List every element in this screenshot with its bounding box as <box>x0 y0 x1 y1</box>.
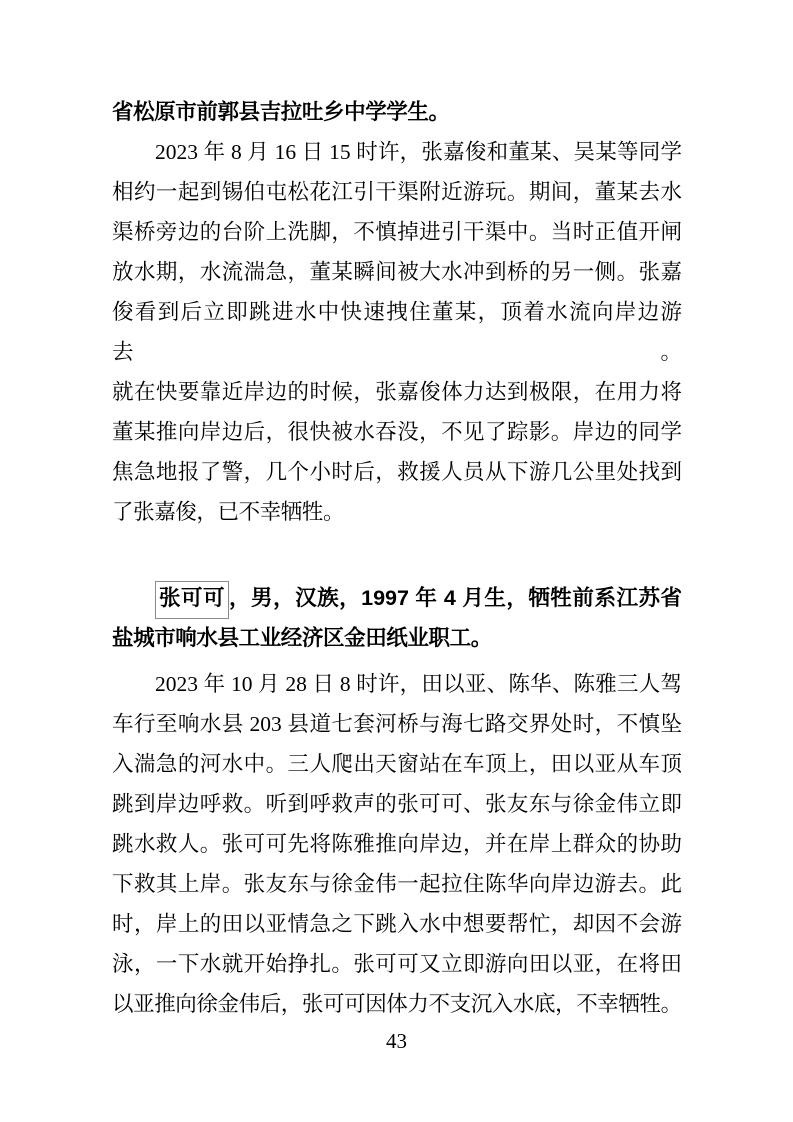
text-line: 跳水救人。张可可先将陈雅推向岸边，并在岸上群众的协助 <box>112 832 682 856</box>
text-line: 放水期，水流湍急，董某瞬间被大水冲到桥的另一侧。张嘉 <box>112 260 682 284</box>
text-line: 泳，一下水就开始挣扎。张可可又立即游向田以亚，在将田 <box>112 952 682 976</box>
text-line: 2023 年 8 月 16 日 15 时许，张嘉俊和董某、吴某等同学 <box>155 140 682 164</box>
boxed-name: 张可可 <box>155 581 229 619</box>
heading-line: 盐城市响水县工业经济区金田纸业职工。 <box>112 626 492 650</box>
text-line: 董某推向岸边后，很快被水吞没，不见了踪影。岸边的同学 <box>112 420 682 444</box>
text-line: 下救其上岸。张友东与徐金伟一起拉住陈华向岸边游去。此 <box>112 872 682 896</box>
page-content <box>112 0 682 1024</box>
section-heading-continuation <box>112 92 682 132</box>
text-line: 跳到岸边呼救。听到呼救声的张可可、张友东与徐金伟立即 <box>112 792 682 816</box>
page-number: 43 <box>386 1029 407 1053</box>
heading-line <box>112 578 682 618</box>
heading-line-rest: ，男，汉族，1997 年 4 月生，牺牲前系江苏省 <box>229 586 682 610</box>
text-line: 时，岸上的田以亚情急之下跳入水中想要帮忙，却因不会游 <box>112 912 682 936</box>
text-line: 就在快要靠近岸边的时候，张嘉俊体力达到极限，在用力将 <box>112 380 682 404</box>
text-line: 省松原市前郭县吉拉吐乡中学学生。 <box>112 100 450 124</box>
text-line: 车行至响水县 203 县道七套河桥与海七路交界处时，不慎坠 <box>112 712 682 736</box>
section-heading-zhang-keke <box>112 578 682 658</box>
text-line: 焦急地报了警，几个小时后，救援人员从下游几公里处找到 <box>112 460 682 484</box>
text-line: 以亚推向徐金伟后，张可可因体力不支沉入水底，不幸牺牲。 <box>112 992 682 1016</box>
paragraph-zhang-jiajun <box>112 132 682 532</box>
text-line: 了张嘉俊，已不幸牺牲。 <box>112 500 345 524</box>
paragraph-zhang-keke <box>112 664 682 1024</box>
text-line: 入湍急的河水中。三人爬出天窗站在车顶上，田以亚从车顶 <box>112 752 682 776</box>
text-line: 渠桥旁边的台阶上洗脚，不慎掉进引干渠中。当时正值开闸 <box>112 220 682 244</box>
text-line: 2023 年 10 月 28 日 8 时许，田以亚、陈华、陈雅三人驾 <box>155 672 682 696</box>
text-line: 相约一起到锡伯屯松花江引干渠附近游玩。期间，董某去水 <box>112 180 682 204</box>
text-line: 俊看到后立即跳进水中快速拽住董某，顶着水流向岸边游去。 <box>112 300 682 364</box>
